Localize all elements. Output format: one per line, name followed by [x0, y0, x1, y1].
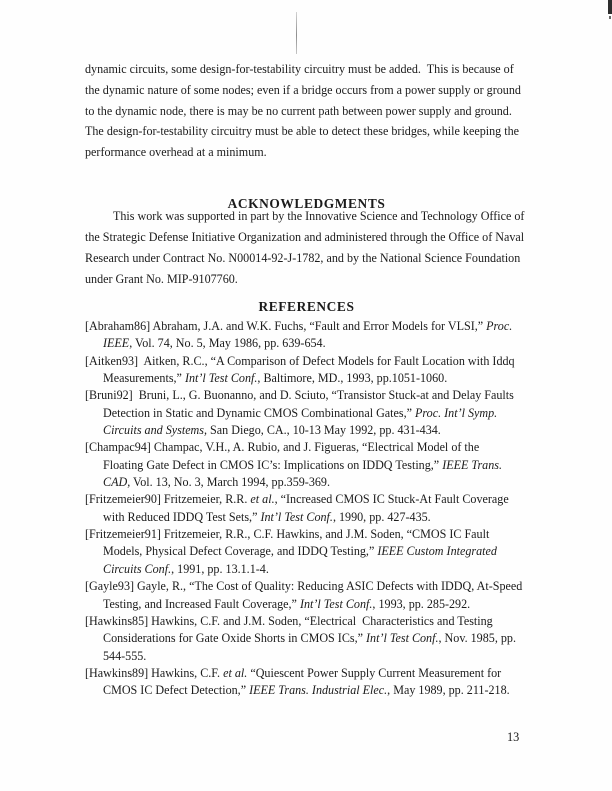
text-line [85, 439, 545, 456]
text-line [85, 665, 545, 682]
text-line [85, 474, 545, 491]
text-line [85, 248, 545, 269]
text-segment: [Fritzemeier91] Fritzemeier, R.R., C.F. Hawkins, and J.M. Soden, “CMOS IC Fault [85, 527, 490, 542]
text-line [85, 353, 545, 370]
text-line [85, 142, 545, 163]
references-heading: REFERENCES [258, 299, 355, 314]
italic-text-segment: Proc. [486, 319, 513, 333]
italic-text-segment: et al. [223, 665, 248, 680]
italic-text-segment: Int’l Test Conf. [184, 371, 258, 386]
text-line [85, 491, 545, 508]
text-segment: [Hawkins85] Hawkins, C.F. and J.M. Soden, “Electrical Characteristics and Testing [85, 613, 493, 628]
text-segment: the Strategic Defense Initiative Organization and administered through the Office of Naval [85, 229, 525, 244]
italic-text-segment: CAD, [103, 475, 131, 490]
text-line [85, 630, 545, 647]
text-segment: , Baltimore, MD., 1993, pp.1051-1060. [257, 371, 448, 386]
text-segment: to the dynamic node, there is may be no current path between power supply and ground. [85, 103, 512, 118]
text-line [85, 613, 545, 630]
text-line [85, 318, 545, 335]
text-segment: Vol. 13, No. 3, March 1994, pp.359-369. [130, 475, 330, 490]
text-segment: the dynamic nature of some nodes; even if a bridge occurs from a power supply or ground [85, 82, 521, 97]
text-segment: [Aitken93] Aitken, R.C., “A Comparison of Defect Models for Fault Location with Iddq [85, 353, 515, 368]
text-line [85, 561, 545, 578]
acknowledgments-paragraph [85, 206, 545, 290]
text-segment: This work was supported in part by the Innovative Science and Technology Office of [113, 209, 525, 223]
reference-item [85, 353, 545, 388]
page-corner-mark [608, 0, 612, 14]
reference-item [85, 387, 545, 439]
text-segment: under Grant No. MIP-9107760. [85, 271, 238, 286]
text-segment: “Quiescent Power Supply Current Measurement for [247, 665, 502, 680]
text-line [85, 121, 545, 142]
reference-item [85, 526, 545, 578]
page-number: 13 [507, 730, 520, 744]
reference-item [85, 491, 545, 526]
text-segment: San Diego, CA., 10-13 May 1992, pp. 431-434. [207, 423, 441, 438]
scan-artifact-line [296, 12, 297, 54]
italic-text-segment: IEEE Trans. [442, 457, 503, 472]
text-segment: , “Increased CMOS IC Stuck-At Fault Coverage [274, 492, 509, 507]
text-segment: The design-for-testability circuitry must be able to detect these bridges, while keeping the [85, 124, 519, 139]
reference-item [85, 665, 545, 700]
reference-item [85, 613, 545, 665]
text-segment: [Champac94] Champac, V.H., A. Rubio, and J. Figueras, “Electrical Model of the [85, 440, 480, 455]
text-segment: performance overhead at a minimum. [85, 145, 267, 159]
italic-text-segment: Circuits and Systems, [103, 423, 208, 438]
text-segment: with Reduced IDDQ Test Sets,” [103, 509, 261, 524]
text-segment: Measurements,” [103, 371, 185, 386]
text-segment: Detection in Static and Dynamic CMOS Combinational Gates,” [103, 405, 416, 420]
text-segment: [Gayle93] Gayle, R., “The Cost of Quality: Reducing ASIC Defects with IDDQ, At-Speed [85, 579, 523, 594]
text-line [85, 457, 545, 474]
text-line [85, 509, 545, 526]
italic-text-segment: Proc. Int’l Symp. [415, 405, 498, 420]
italic-text-segment: Int’l Test Conf. [260, 509, 333, 524]
text-line [85, 59, 545, 80]
italic-text-segment: Int’l Test Conf. [366, 631, 439, 646]
text-line [85, 682, 545, 699]
text-segment: [Abraham86] Abraham, J.A. and W.K. Fuchs, “Fault and Error Models for VLSI,” [85, 319, 487, 333]
text-line [85, 206, 545, 227]
reference-item [85, 318, 545, 353]
text-segment: dynamic circuits, some design-for-testability circuitry must be added. This is because of [85, 62, 514, 76]
text-line [85, 335, 545, 352]
text-line [85, 269, 545, 290]
text-line [85, 422, 545, 439]
reference-item [85, 578, 545, 613]
text-segment: Models, Physical Defect Coverage, and IDDQ Testing,” [103, 544, 378, 559]
italic-text-segment: IEEE [103, 336, 130, 351]
text-segment: Considerations for Gate Oxide Shorts in CMOS ICs,” [103, 631, 367, 646]
italic-text-segment: Circuits Conf. [103, 561, 172, 576]
reference-item [85, 439, 545, 491]
text-line [85, 227, 545, 248]
text-segment: , Nov. 1985, pp. [438, 631, 516, 646]
text-segment: Testing, and Increased Fault Coverage,” [103, 596, 300, 611]
text-line [85, 648, 545, 665]
text-line [85, 596, 545, 613]
text-segment: , Vol. 74, No. 5, May 1986, pp. 639-654. [129, 336, 326, 351]
italic-text-segment: IEEE Custom Integrated [377, 544, 497, 559]
text-line [85, 370, 545, 387]
text-line [85, 578, 545, 595]
text-segment: CMOS IC Defect Detection,” [103, 683, 250, 698]
page-corner-dot [609, 16, 611, 19]
text-segment: [Fritzemeier90] Fritzemeier, R.R. [85, 492, 251, 507]
text-segment: 544-555. [103, 648, 147, 663]
text-segment: , May 1989, pp. 211-218. [387, 683, 510, 698]
text-segment: [Hawkins89] Hawkins, C.F. [85, 665, 224, 680]
text-segment: [Bruni92] Bruni, L., G. Buonanno, and D. Sciuto, “Transistor Stuck-at and Delay Faults [85, 388, 514, 403]
text-line [85, 101, 545, 122]
italic-text-segment: et al. [250, 492, 275, 507]
text-line [85, 543, 545, 560]
text-line [85, 526, 545, 543]
body-paragraph [85, 59, 545, 163]
italic-text-segment: IEEE Trans. Industrial Elec. [249, 683, 388, 698]
references-list [85, 318, 545, 700]
text-segment: Research under Contract No. N00014-92-J-1782, and by the National Science Foundation [85, 250, 521, 265]
text-segment: , 1991, pp. 13.1.1-4. [171, 561, 269, 576]
text-segment: Floating Gate Defect in CMOS IC’s: Implications on IDDQ Testing,” [103, 457, 443, 472]
text-line [85, 387, 545, 404]
text-segment: , 1990, pp. 427-435. [332, 509, 431, 524]
acknowledgments-heading: ACKNOWLEDGMENTS [227, 196, 386, 211]
text-segment: , 1993, pp. 285-292. [372, 596, 471, 611]
text-line [85, 80, 545, 101]
text-line [85, 405, 545, 422]
italic-text-segment: Int’l Test Conf. [299, 596, 373, 611]
